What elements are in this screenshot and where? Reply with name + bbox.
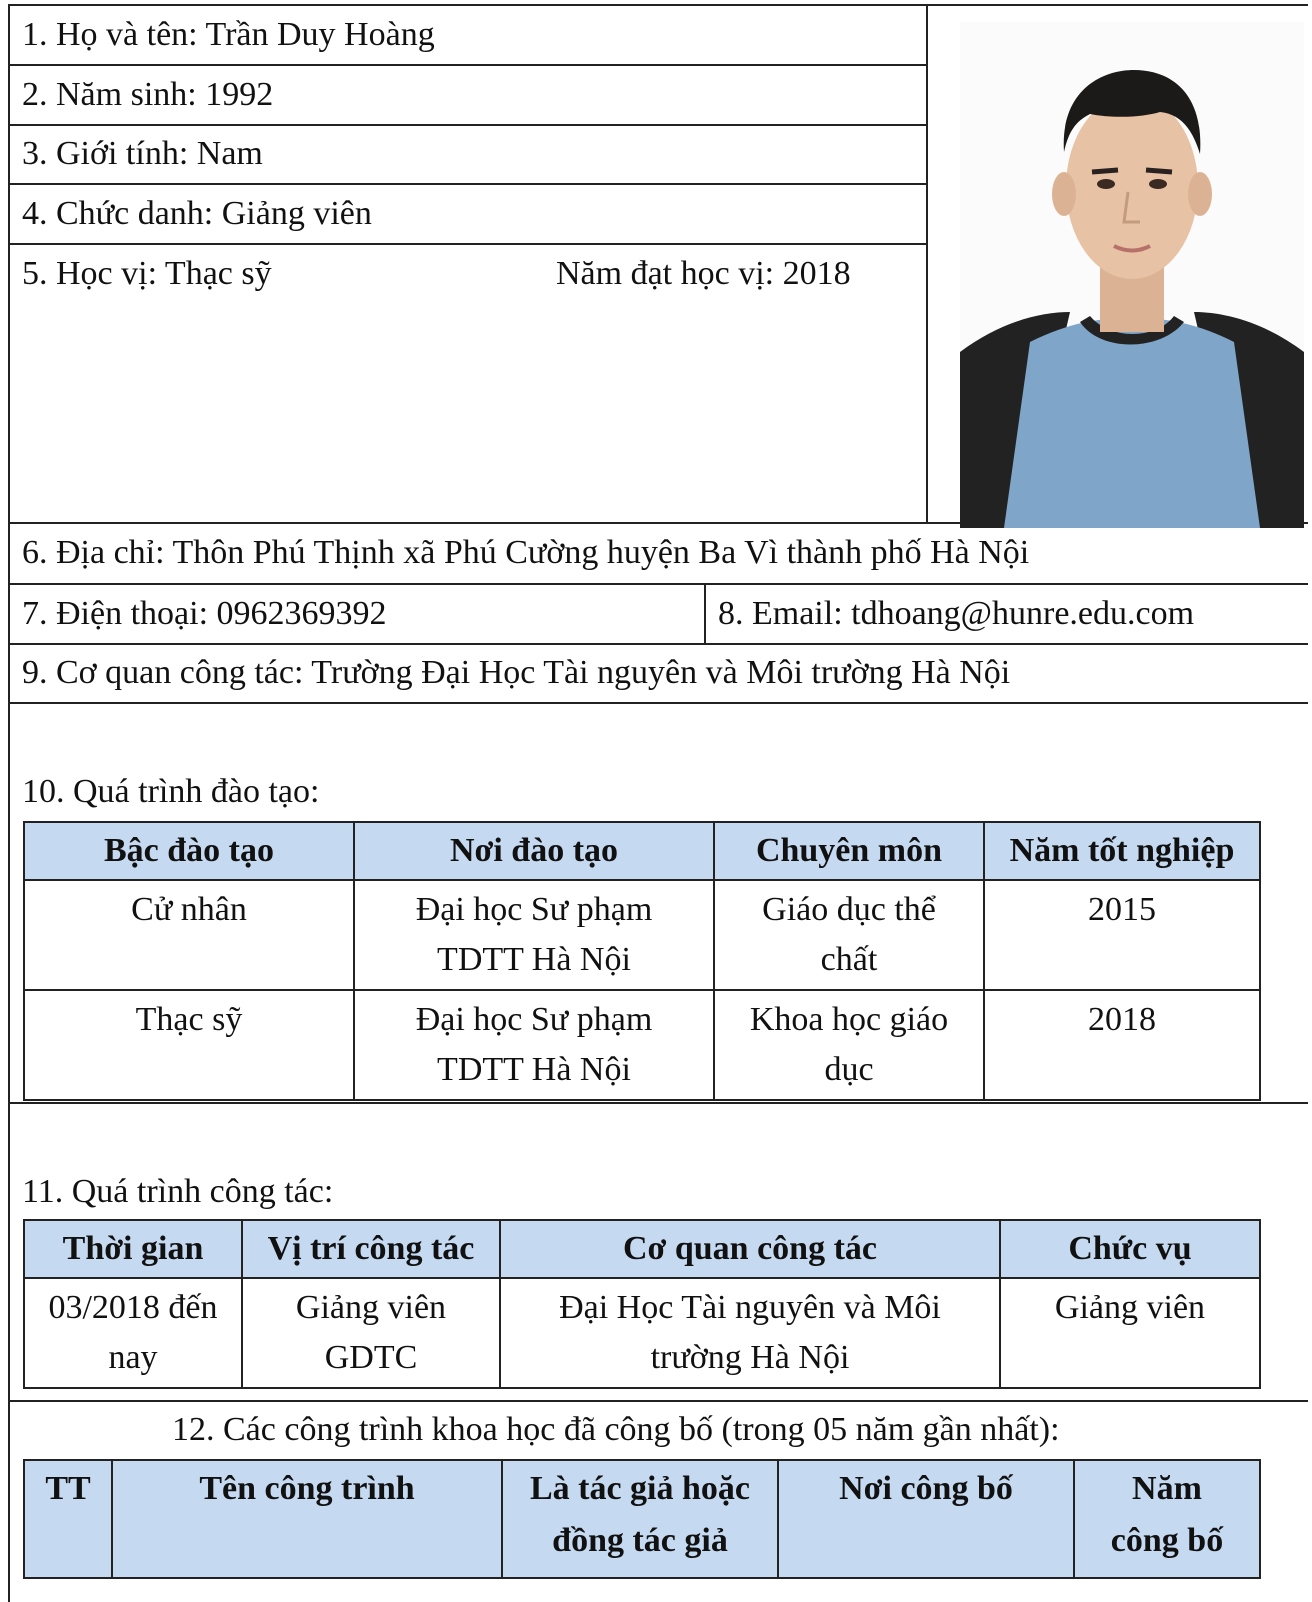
work-position-cell: [242, 1278, 500, 1388]
birth-year-field: 2. Năm sinh: 1992: [22, 76, 274, 113]
column-header: Năm tốt nghiệp: [984, 822, 1260, 880]
table-row: [24, 1278, 1260, 1388]
education-place-cell: [354, 880, 714, 990]
work-org-cell: [500, 1278, 1000, 1388]
education-year-cell: 2015: [984, 880, 1260, 990]
education-year-cell: 2018: [984, 990, 1260, 1100]
divider: [8, 1400, 1308, 1402]
cell-line: 03/2018 đến: [48, 1289, 218, 1326]
header-line: đồng tác giả: [552, 1522, 728, 1559]
divider: [8, 583, 1308, 585]
divider: [704, 583, 706, 643]
cell-line: GDTC: [324, 1339, 418, 1376]
cell-line: Giáo dục thể: [762, 891, 936, 928]
publications-heading: 12. Các công trình khoa học đã công bố (trong 05 năm gần nhất):: [172, 1411, 1060, 1448]
work-role-cell: Giảng viên: [1000, 1278, 1260, 1388]
divider: [8, 4, 1308, 6]
column-header: Nơi đào tạo: [354, 822, 714, 880]
work-heading: 11. Quá trình công tác:: [22, 1173, 334, 1210]
phone-field: 7. Điện thoại: 0962369392: [22, 595, 387, 632]
publications-table: [23, 1459, 1261, 1579]
cell-line: chất: [820, 941, 878, 978]
header-line: Là tác giả hoặc: [529, 1470, 751, 1507]
education-level-cell: Cử nhân: [24, 880, 354, 990]
gender-field: 3. Giới tính: Nam: [22, 135, 263, 172]
divider: [8, 243, 926, 245]
cell-line: Khoa học giáo: [749, 1001, 949, 1038]
cell-line: Đại học Sư phạm: [415, 1001, 653, 1038]
education-level-cell: Thạc sỹ: [24, 990, 354, 1100]
table-header-row: [24, 1220, 1260, 1278]
column-header: Vị trí công tác: [242, 1220, 500, 1278]
education-major-cell: [714, 990, 984, 1100]
column-header: [1074, 1460, 1260, 1578]
degree-field: 5. Học vị: Thạc sỹ: [22, 255, 272, 292]
column-header: TT: [24, 1460, 112, 1578]
work-table: [23, 1219, 1261, 1389]
divider: [926, 4, 928, 524]
column-header: Nơi công bố: [778, 1460, 1074, 1578]
cell-line: nay: [108, 1339, 158, 1376]
cell-line: dục: [824, 1051, 874, 1088]
divider: [8, 1102, 1308, 1104]
address-field: 6. Địa chỉ: Thôn Phú Thịnh xã Phú Cường huyện Ba Vì thành phố Hà Nội: [22, 534, 1030, 571]
portrait-photo: [960, 22, 1304, 528]
column-header: [502, 1460, 778, 1578]
column-header: Chức vụ: [1000, 1220, 1260, 1278]
education-table: [23, 821, 1261, 1101]
column-header: Thời gian: [24, 1220, 242, 1278]
education-place-cell: [354, 990, 714, 1100]
table-row: [24, 990, 1260, 1100]
table-row: [24, 880, 1260, 990]
full-name-field: 1. Họ và tên: Trần Duy Hoàng: [22, 16, 435, 53]
divider: [8, 183, 926, 185]
title-field: 4. Chức danh: Giảng viên: [22, 195, 372, 232]
email-field: 8. Email: tdhoang@hunre.edu.com: [718, 595, 1195, 632]
degree-year-field: Năm đạt học vị: 2018: [556, 255, 851, 292]
workplace-field: 9. Cơ quan công tác: Trường Đại Học Tài nguyên và Môi trường Hà Nội: [22, 654, 1011, 691]
header-line: Năm: [1132, 1470, 1202, 1507]
column-header: Bậc đào tạo: [24, 822, 354, 880]
portrait-illustration: [960, 22, 1304, 528]
education-major-cell: [714, 880, 984, 990]
cell-line: Đại học Sư phạm: [415, 891, 653, 928]
education-heading: 10. Quá trình đào tạo:: [22, 773, 320, 810]
column-header: Tên công trình: [112, 1460, 502, 1578]
divider: [8, 124, 926, 126]
column-header: Chuyên môn: [714, 822, 984, 880]
header-line: công bố: [1110, 1522, 1224, 1559]
table-header-row: [24, 1460, 1260, 1578]
divider: [8, 643, 1308, 645]
cell-line: TDTT Hà Nội: [437, 941, 631, 978]
divider: [8, 702, 1308, 704]
table-header-row: [24, 822, 1260, 880]
cell-line: trường Hà Nội: [650, 1339, 850, 1376]
cell-line: TDTT Hà Nội: [437, 1051, 631, 1088]
cell-line: Giảng viên: [295, 1289, 447, 1326]
divider: [8, 64, 926, 66]
column-header: Cơ quan công tác: [500, 1220, 1000, 1278]
work-time-cell: [24, 1278, 242, 1388]
cell-line: Đại Học Tài nguyên và Môi: [559, 1289, 941, 1326]
